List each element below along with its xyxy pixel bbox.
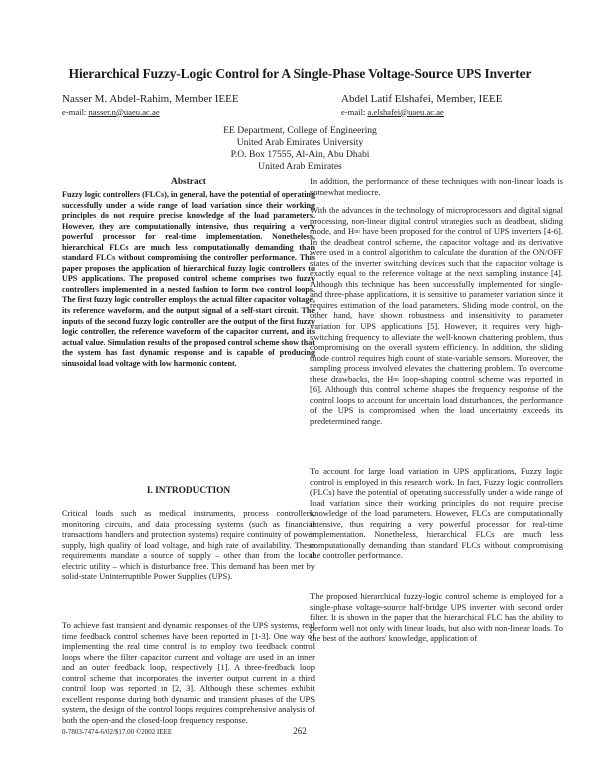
paragraph: Critical loads such as medical instruments, process controllers, monitoring circuits, and data processing systems (such as financial transactions handlers and protection systems) require continuity of power supply, high quality of load voltage, and high rate of availability. These requirements mandate a source of supply – other than from the local electric utility – which is disturbance free. This demand has been met by solid-state Uninterruptible Power Supplies (UPS). — [62, 508, 315, 582]
author-2-email-label: e-mail: — [341, 106, 366, 117]
paragraph: The proposed hierarchical fuzzy-logic control scheme is employed for a single-phase voltage-source half-bridge UPS inverter with second order filter. It is shown in the paper that the hierarchical FLC has the ability to perform well not only with linear loads, but also with non-linear loads. To the best of the authors' knowledge, application of — [310, 591, 563, 644]
author-2-name: Abdel Latif Elshafei, Member, IEEE — [341, 93, 503, 105]
affiliation-line: United Arab Emirates — [258, 161, 342, 172]
author-1-name: Nasser M. Abdel-Rahim, Member IEEE — [62, 93, 239, 105]
abstract-text: Fuzzy logic controllers (FLCs), in general, have the potential of operating successfully under a wide range of load variation since their working principles do not require precise knowledge of the load parameters. However, they are computationally intensive, thus requiring a very powerful processor for real-time implementation. Nonetheless, hierarchical FLCs are much less computationally demanding than standard FLCs without compromising the controller performance. This paper proposes the application of hierarchical fuzzy logic controllers to UPS applications. The proposed control scheme comprises two fuzzy controllers implemented in a nested fashion to form two control loops. The first fuzzy logic controller employs the actual filter capacitor voltage, its reference waveform, and the output signal of a self-start circuit. The inputs of the second fuzzy logic controller are the output of the first fuzzy logic controller, the reference waveform of the capacitor current, and its actual value. Simulation results of the proposed control scheme show that the system has fast dynamic response and is capable of producing sinusoidal load voltage with low harmonic content. — [62, 190, 315, 368]
paper-title: Hierarchical Fuzzy-Logic Control for A Single-Phase Voltage-Source UPS Inverter — [68, 66, 532, 81]
paragraph: With the advances in the technology of microprocessors and digital signal processing, non-linear digital control strategies such as deadbeat, sliding mode, and H∞ have been proposed for the control of UPS inverters [4-6]. In the deadbeat control scheme, the capacitor voltage and its derivative were used in a control algorithm to calculate the duration of the ON/OFF states of the inverter switching devices such that the capacitor voltage is exactly equal to the reference voltage at the next sampling instance [4]. Although this technique has been successfully implemented for single- and three-phase applications, it is sensitive to parameter variation since it requires estimation of the load parameters. Sliding mode control, on the other hand, have shown robustness and insensitivity to parameter variation for UPS applications [5]. However, it requires very high-switching frequency to alleviate the well-known chattering problem, thus compromising on the overall system efficiency. In addition, the sliding mode control requires high count of state-variable sensors. Moreover, the sampling process involved elevates the chattering problem. To overcome these drawbacks, the H∞ loop-shaping control scheme was reported in [6]. Although this control scheme shapes the frequency response of the control loops to account for uncertain load disturbances, the performance of the UPS is compromised when the load uncertainty exceeds its predetermined range. — [310, 205, 563, 426]
author-2-email-link[interactable]: a.elshafei@uaeu.ac.ae — [367, 106, 444, 117]
affiliation-line: P.O. Box 17555, Al-Ain, Abu Dhabi — [230, 149, 370, 160]
paragraph: To achieve fast transient and dynamic responses of the UPS systems, real time feedback control schemes have been reported in [1-3]. One way of implementing the real time control is to employ two feedback control loops where the filter capacitor current and voltage are used in an inner and an outer feedback loop, respectively [1]. A three-feedback loop control scheme that incorporates the inverter output current in a third control loop was reported in [2, 3]. Although these schemes exhibit excellent response during both dynamic and transient phases of the UPS system, the design of the control loops requires comprehensive analysis of both the open-and the closed-loop frequency response. — [62, 620, 315, 725]
author-2-email — [341, 106, 502, 119]
copyright-footer: 0-7803-7474-6/02/$17.00 ©2002 IEEE — [62, 728, 173, 736]
author-1 — [62, 93, 239, 118]
author-1-email-link[interactable]: nasser.n@uaeu.ac.ae — [88, 106, 160, 117]
introduction-heading: I. INTRODUCTION — [146, 486, 231, 496]
author-1-email-label: e-mail: — [62, 106, 87, 117]
affiliation-line: United Arab Emirates University — [236, 137, 364, 148]
page-number: 262 — [293, 726, 307, 736]
affiliation — [0, 125, 600, 173]
affiliation-line: EE Department, College of Engineering — [223, 125, 377, 136]
abstract-heading: Abstract — [171, 177, 206, 187]
author-1-email — [62, 106, 239, 119]
paragraph: In addition, the performance of these techniques with non-linear loads is somewhat mediocre. — [310, 176, 563, 197]
paragraph: To account for large load variation in UPS applications, Fuzzy logic control is employed in this research work. In fact, Fuzzy logic controllers (FLCs) have the potential of operating successfully under a wide range of load variation since their working principles do not require precise knowledge of the load parameters. However, FLCs are computationally intensive, thus requiring a very powerful processor for real-time implementation. Nonetheless, hierarchical FLCs are much less computationally demanding than standard FLCs without compromising the controller performance. — [310, 466, 563, 561]
author-2 — [341, 93, 502, 118]
